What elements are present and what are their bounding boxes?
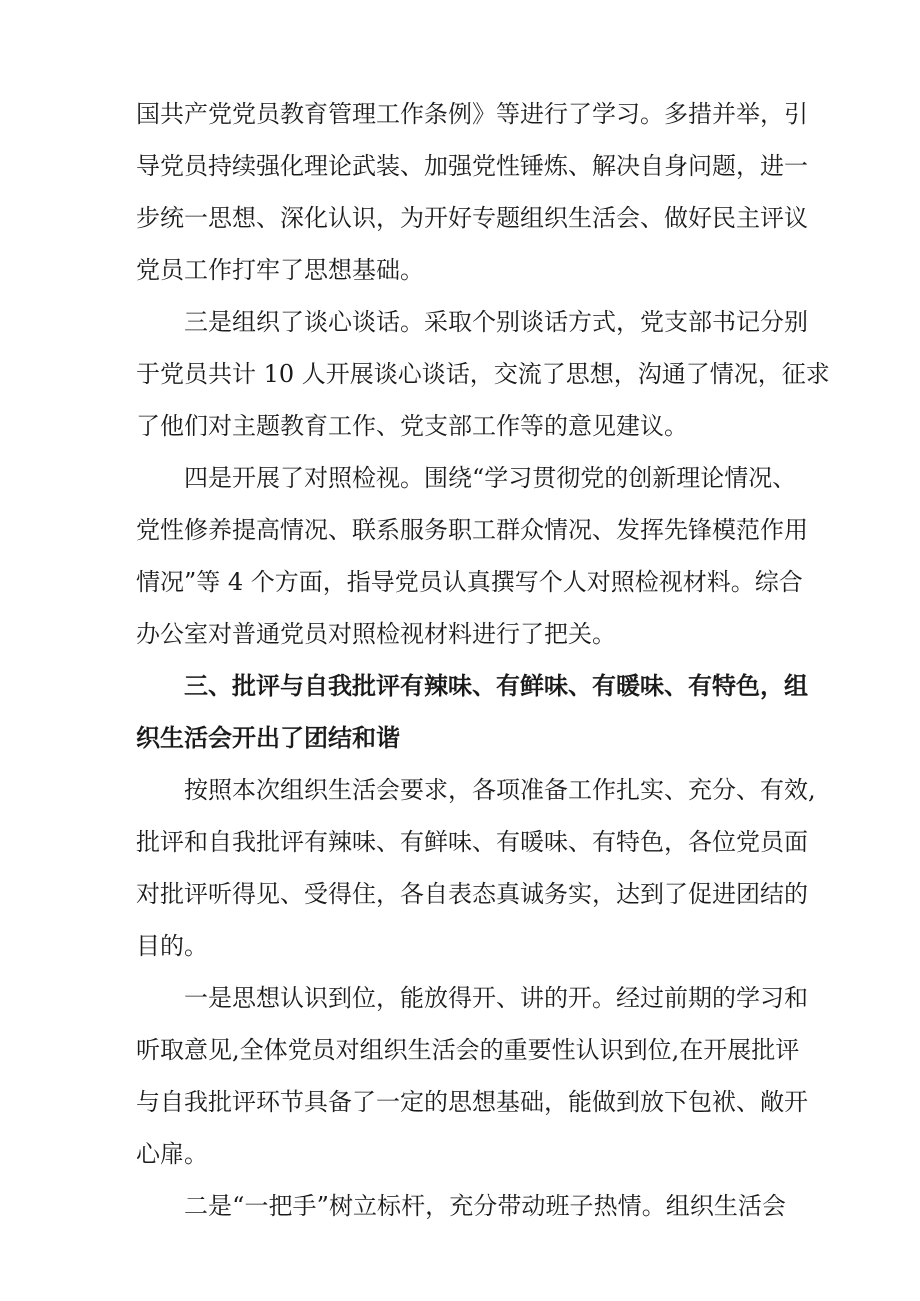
document-body — [136, 88, 830, 1232]
paragraph-line: 四是开展了对照检视。围绕“学习贯彻党的创新理论情况、 — [184, 464, 797, 492]
paragraph-line: 对批评听得见、受得住，各自表态真诚务实，达到了促进团结的 — [136, 880, 808, 908]
paragraph-line: 了他们对主题教育工作、党支部工作等的意见建议。 — [136, 412, 688, 440]
paragraph-line: 二是“一把手”树立标杆，充分带动班子热情。组织生活会 — [184, 1192, 786, 1220]
paragraph-line: 情况”等 4 个方面，指导党员认真撰写个人对照检视材料。综合 — [136, 568, 803, 596]
paragraph-line: 导党员持续强化理论武装、加强党性锤炼、解决自身问题，进一 — [136, 152, 808, 180]
paragraph-line: 办公室对普通党员对照检视材料进行了把关。 — [136, 620, 616, 648]
paragraph-line: 党员工作打牢了思想基础。 — [136, 256, 424, 284]
paragraph-line: 步统一思想、深化认识，为开好专题组织生活会、做好民主评议 — [136, 204, 808, 232]
paragraph-line: 于党员共计 10 人开展谈心谈话，交流了思想，沟通了情况，征求 — [136, 360, 830, 388]
paragraph-line: 心扉。 — [136, 1140, 208, 1168]
paragraph-line: 三是组织了谈心谈话。采取个别谈话方式，党支部书记分别 — [184, 308, 808, 336]
paragraph-line: 一是思想认识到位，能放得开、讲的开。经过前期的学习和 — [184, 984, 808, 1012]
paragraph-line: 批评和自我批评有辣味、有鲜味、有暖味、有特色，各位党员面 — [136, 828, 808, 856]
paragraph-line: 与自我批评环节具备了一定的思想基础，能做到放下包袱、敞开 — [136, 1088, 808, 1116]
section-heading-line: 三、批评与自我批评有辣味、有鲜味、有暖味、有特色，组 — [184, 672, 808, 700]
paragraph-line: 目的。 — [136, 932, 208, 960]
section-heading-line: 织生活会开出了团结和谐 — [136, 724, 400, 752]
paragraph-line: 按照本次组织生活会要求，各项准备工作扎实、充分、有效, — [184, 776, 816, 804]
paragraph-line: 党性修养提高情况、联系服务职工群众情况、发挥先锋模范作用 — [136, 516, 808, 544]
paragraph-line: 国共产党党员教育管理工作条例》等进行了学习。多措并举，引 — [136, 100, 808, 128]
paragraph-line: 听取意见,全体党员对组织生活会的重要性认识到位,在开展批评 — [136, 1036, 800, 1064]
